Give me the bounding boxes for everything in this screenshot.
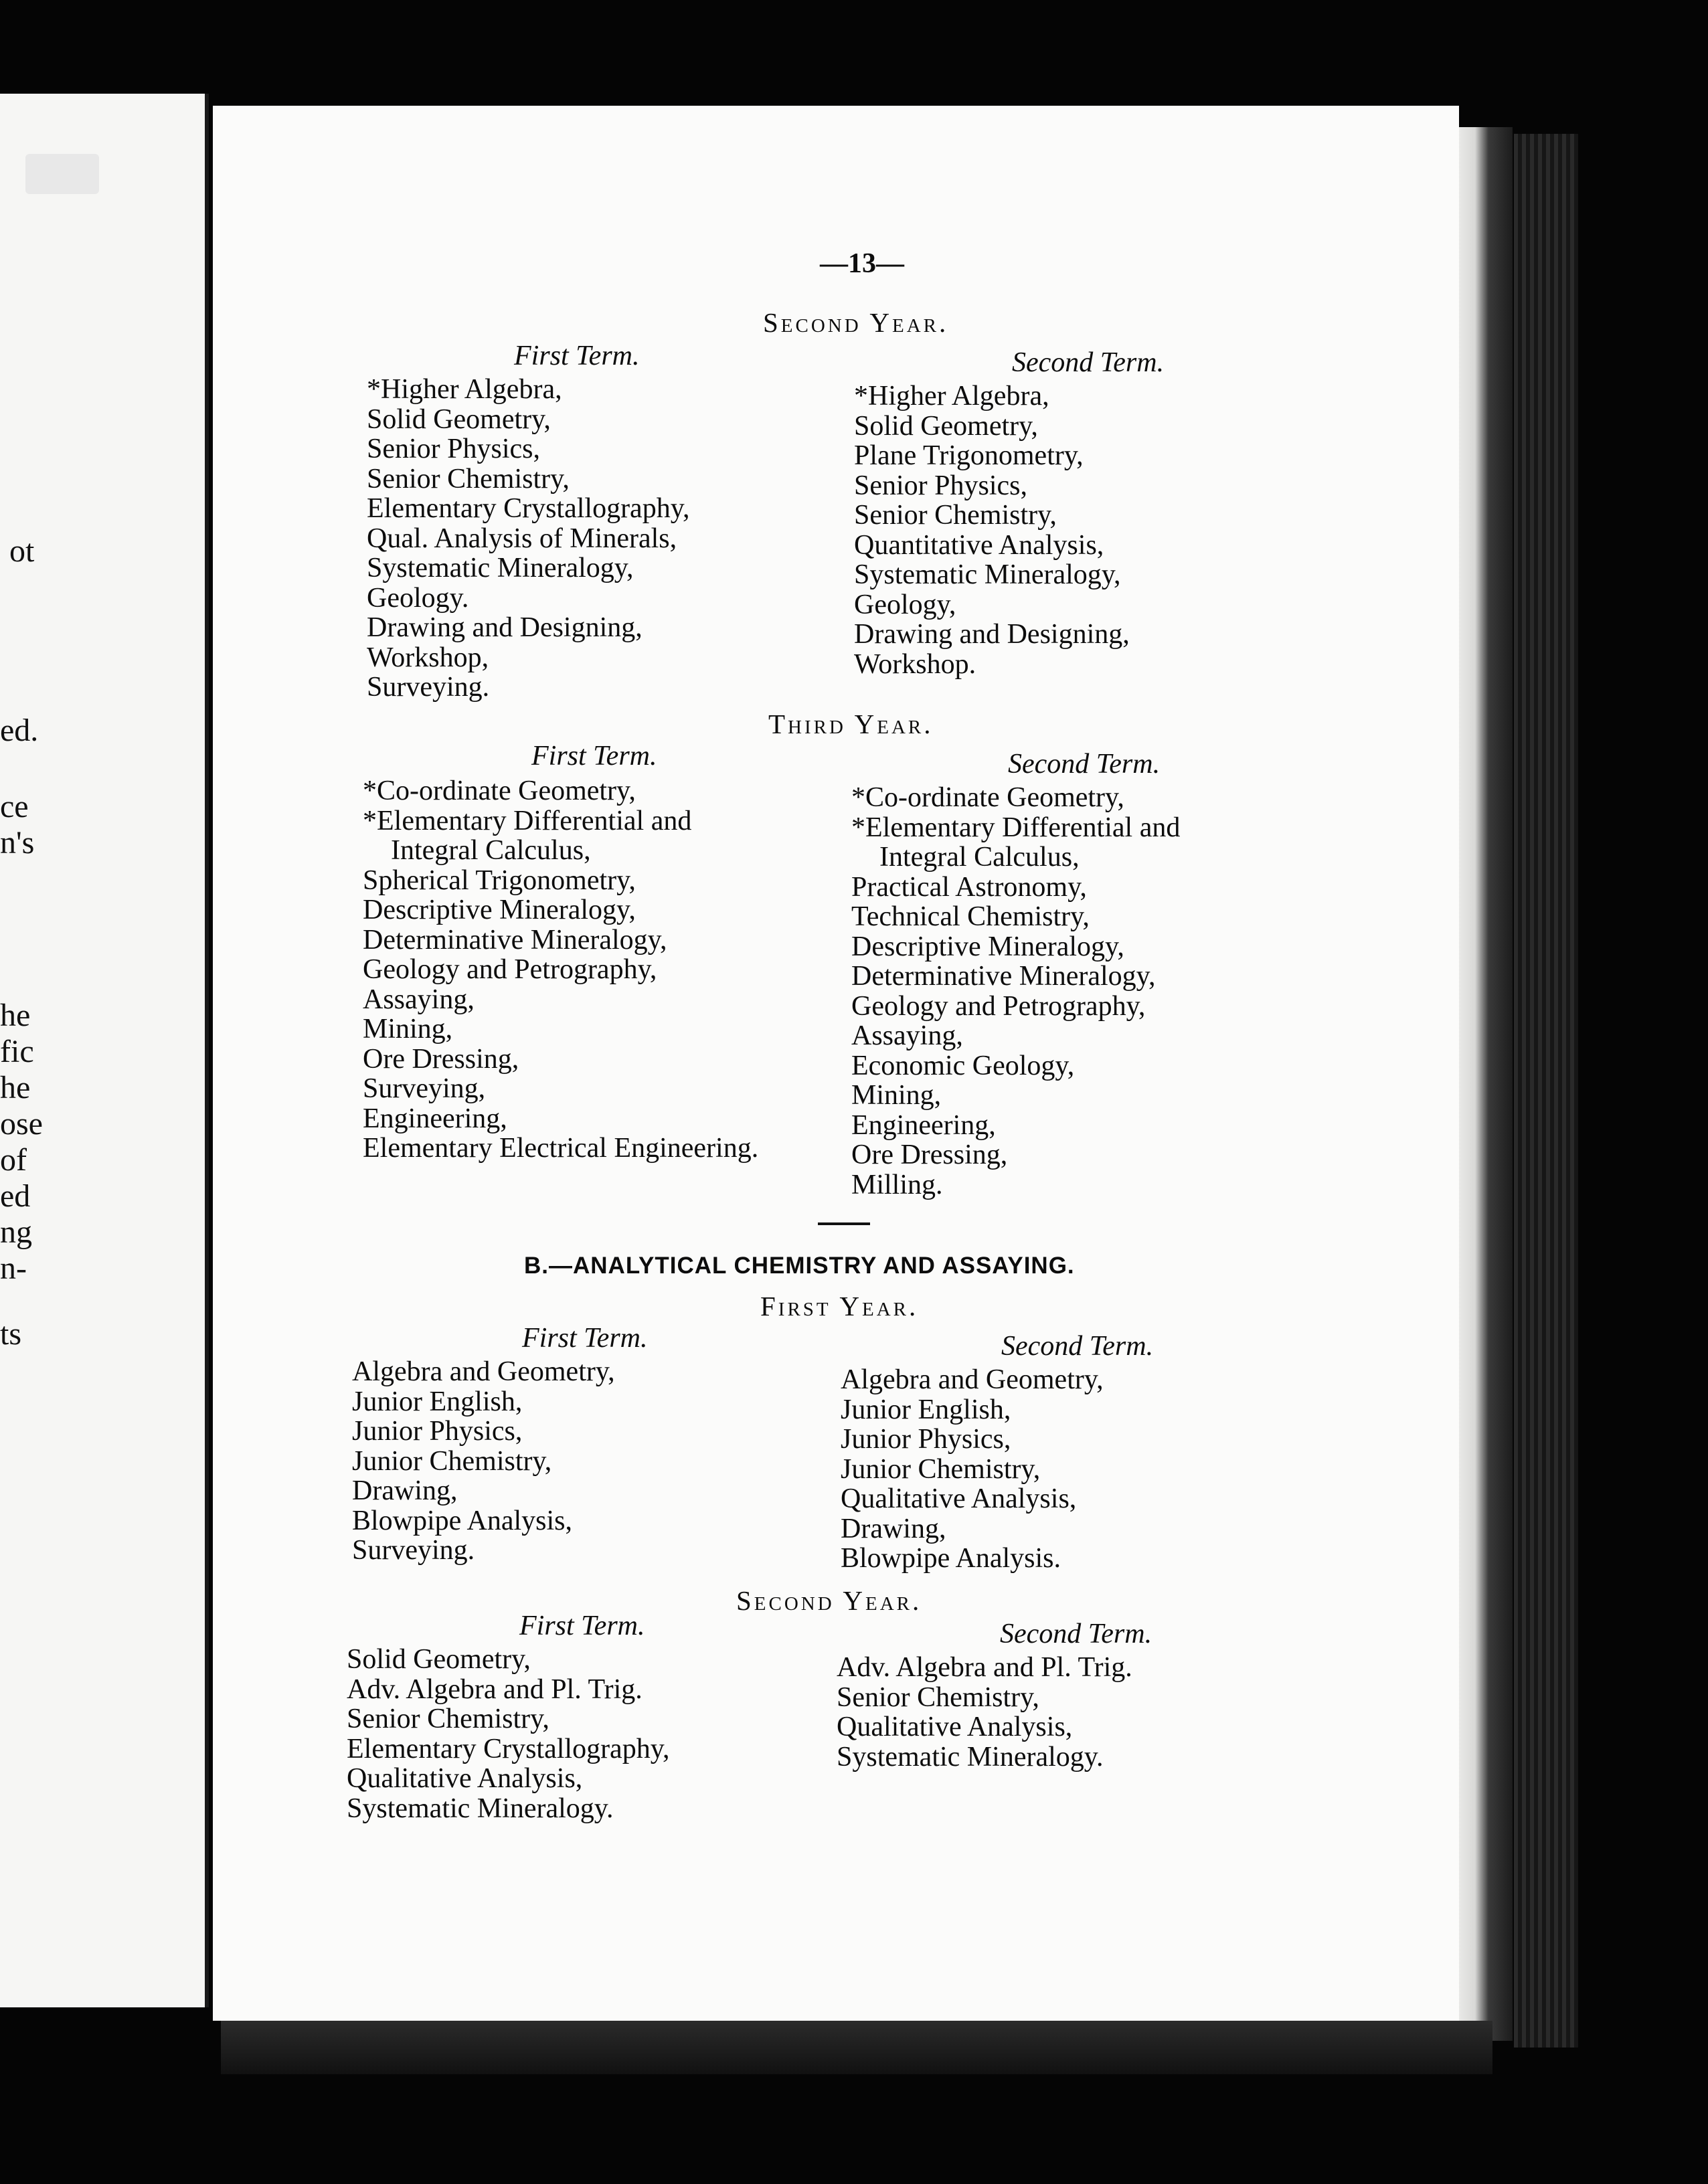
course-item: Drawing and Designing, — [854, 619, 1130, 650]
course-item: Solid Geometry, — [854, 410, 1038, 442]
course-item: Surveying. — [352, 1535, 475, 1566]
course-item: Algebra and Geometry, — [352, 1356, 615, 1387]
course-item: Integral Calculus, — [391, 835, 591, 866]
course-item: Surveying. — [367, 672, 490, 703]
course-item: Solid Geometry, — [367, 403, 551, 435]
course-item: Systematic Mineralogy, — [367, 553, 634, 583]
left-page-fragment: he — [0, 998, 31, 1033]
term-heading: First Term. — [519, 1611, 645, 1641]
course-list-mining-y3-t1 — [363, 776, 758, 1164]
course-list-mining-y3-t2 — [851, 783, 1180, 1200]
page-tab — [25, 154, 99, 194]
course-item: Technical Chemistry, — [851, 901, 1090, 932]
year-heading: First Year. — [760, 1291, 919, 1322]
course-item: Elementary Crystallography, — [367, 493, 690, 524]
year-heading: Second Year. — [736, 1585, 922, 1616]
course-item: Engineering, — [363, 1103, 507, 1134]
course-item: Blowpipe Analysis, — [352, 1505, 573, 1536]
term-heading: Second Term. — [1000, 1619, 1152, 1649]
course-item: Adv. Algebra and Pl. Trig. — [837, 1652, 1132, 1683]
course-item: Ore Dressing, — [363, 1043, 519, 1075]
course-item: Practical Astronomy, — [851, 871, 1087, 903]
left-page-fragment: ot — [9, 533, 35, 569]
course-item: Assaying, — [363, 984, 475, 1015]
course-item: Systematic Mineralogy. — [347, 1793, 614, 1824]
course-item: Solid Geometry, — [347, 1644, 531, 1675]
course-item: Workshop, — [367, 642, 489, 673]
course-item: Drawing, — [352, 1475, 458, 1506]
course-item: Geology and Petrography, — [363, 954, 657, 985]
course-item: Senior Chemistry, — [837, 1681, 1039, 1713]
course-list-b-y2-t2 — [837, 1653, 1132, 1772]
left-page-fragment: ed. — [0, 713, 39, 748]
course-item: Drawing, — [841, 1513, 946, 1544]
course-item: *Co-ordinate Geometry, — [363, 776, 636, 806]
course-item: Descriptive Mineralogy, — [363, 895, 636, 925]
course-item: Drawing and Designing, — [367, 612, 643, 643]
term-heading: Second Term. — [1012, 347, 1165, 378]
course-list-b-y1-t1 — [352, 1357, 615, 1566]
page-number: —13— — [820, 248, 904, 279]
course-item: Quantitative Analysis, — [854, 529, 1104, 561]
course-item: Blowpipe Analysis. — [841, 1543, 1061, 1574]
book-spine-edge — [1514, 134, 1578, 2047]
course-item: Ore Dressing, — [851, 1140, 1008, 1170]
left-page-fragment: n's — [0, 825, 35, 860]
term-heading: Second Term. — [1008, 749, 1161, 780]
course-item: Systematic Mineralogy. — [837, 1741, 1104, 1772]
course-item: Integral Calculus, — [879, 842, 1080, 873]
term-heading: Second Term. — [1001, 1331, 1154, 1362]
course-item: Junior Chemistry, — [841, 1453, 1041, 1485]
course-item: Junior Chemistry, — [352, 1445, 552, 1477]
left-page-fragment: ts — [0, 1316, 22, 1352]
course-item: Elementary Electrical Engineering. — [363, 1133, 759, 1164]
course-item: Plane Trigonometry, — [854, 440, 1084, 471]
course-item: Systematic Mineralogy, — [854, 559, 1121, 590]
course-item: Senior Physics, — [854, 470, 1028, 501]
course-item: Mining, — [363, 1014, 453, 1044]
course-item: Junior Physics, — [352, 1416, 523, 1447]
book-bottom-edge — [221, 2021, 1492, 2074]
left-page-fragment: of — [0, 1142, 27, 1178]
course-item: Elementary Crystallography, — [347, 1733, 670, 1764]
year-heading: Second Year. — [763, 307, 949, 338]
course-item: *Elementary Differential and — [363, 805, 692, 836]
left-page-fragment: n- — [0, 1251, 27, 1286]
course-item: Engineering, — [851, 1109, 996, 1141]
course-item: Surveying, — [363, 1073, 486, 1104]
course-item: Adv. Algebra and Pl. Trig. — [347, 1673, 643, 1705]
course-list-mining-y2-t1 — [367, 375, 689, 703]
course-item: Junior English, — [352, 1386, 523, 1417]
course-item: Senior Chemistry, — [854, 500, 1057, 531]
course-item: Geology, — [854, 589, 956, 620]
course-item: Milling. — [851, 1169, 943, 1200]
page-edge — [1459, 127, 1513, 2041]
course-item: Qualitative Analysis, — [347, 1763, 583, 1794]
course-item: Assaying, — [851, 1020, 963, 1051]
course-item: Senior Chemistry, — [367, 463, 570, 494]
course-item: Economic Geology, — [851, 1050, 1075, 1081]
course-item: Junior English, — [841, 1394, 1011, 1425]
course-item: *Elementary Differential and — [851, 812, 1181, 843]
left-page-fragment: he — [0, 1070, 31, 1105]
left-page-fragment: ose — [0, 1106, 43, 1142]
course-item: *Higher Algebra, — [854, 381, 1049, 412]
course-item: Algebra and Geometry, — [841, 1364, 1104, 1395]
course-item: Senior Chemistry, — [347, 1704, 549, 1734]
left-page-fragment: ce — [0, 789, 29, 824]
left-page-fragment: ng — [0, 1214, 32, 1250]
term-heading: First Term. — [522, 1323, 648, 1354]
course-item: Determinative Mineralogy, — [851, 961, 1156, 992]
term-heading: First Term. — [531, 741, 657, 771]
course-item: Workshop. — [854, 648, 976, 680]
section-heading: B.—ANALYTICAL CHEMISTRY AND ASSAYING. — [524, 1253, 1075, 1279]
course-list-b-y2-t1 — [347, 1645, 669, 1823]
year-heading: Third Year. — [768, 709, 934, 739]
section-divider — [818, 1222, 870, 1225]
course-item: Qualitative Analysis, — [837, 1712, 1073, 1742]
term-heading: First Term. — [514, 341, 640, 371]
left-page-fragment: ed — [0, 1178, 31, 1214]
course-item: Geology and Petrography, — [851, 990, 1146, 1022]
course-item: Descriptive Mineralogy, — [851, 931, 1124, 962]
course-item: Determinative Mineralogy, — [363, 924, 667, 955]
course-item: Senior Physics, — [367, 434, 541, 464]
left-page-fragment: fic — [0, 1034, 34, 1069]
course-item: Spherical Trigonometry, — [363, 864, 636, 896]
course-item: Geology. — [367, 582, 469, 614]
course-item: *Co-ordinate Geometry, — [851, 782, 1124, 813]
course-list-b-y1-t2 — [841, 1365, 1104, 1574]
course-item: Qual. Analysis of Minerals, — [367, 523, 677, 554]
course-item: Mining, — [851, 1080, 942, 1111]
course-list-mining-y2-t2 — [854, 381, 1130, 679]
course-item: Junior Physics, — [841, 1424, 1011, 1455]
course-item: *Higher Algebra, — [367, 374, 562, 405]
course-item: Qualitative Analysis, — [841, 1483, 1077, 1514]
